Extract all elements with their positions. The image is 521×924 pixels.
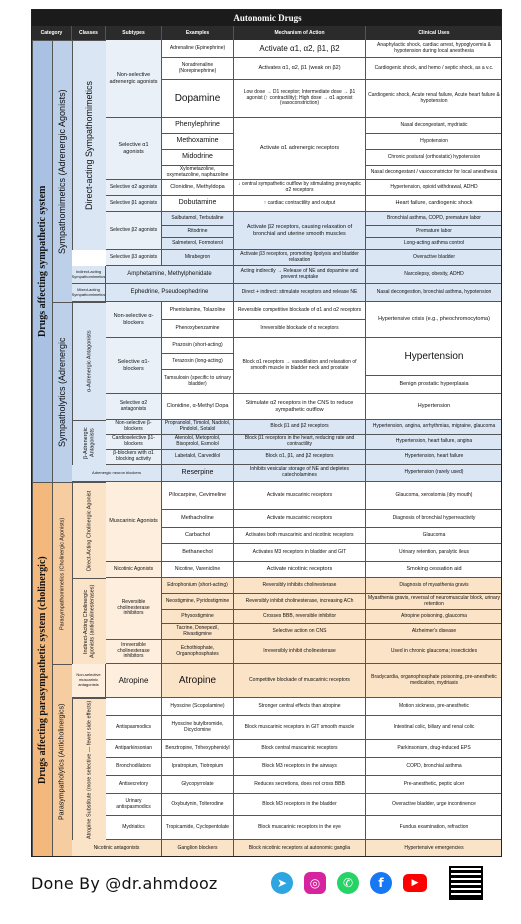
example-glycopyrrolate: Glycopyrrolate bbox=[162, 776, 234, 794]
example-noradrenaline: Noradrenaline (Norepinephrine) bbox=[162, 58, 234, 80]
youtube-icon[interactable]: ▶ bbox=[403, 874, 427, 892]
class-alpha-antagonists: α-Adrenergic Antagonists bbox=[72, 302, 106, 420]
subtype-mixed-acting: Mixed-acting Sympathomimetics bbox=[72, 284, 106, 302]
example-hyoscine-butylbromide: Hyoscine butylbromide, Dicyclomine bbox=[162, 716, 234, 740]
facebook-icon[interactable]: f bbox=[370, 872, 392, 894]
example-reserpine: Reserpine bbox=[162, 465, 234, 482]
moa-nicotine: Activate nicotinic receptors bbox=[234, 562, 366, 578]
example-salmeterol: Salmeterol, Formoterol bbox=[162, 238, 234, 250]
use-methoxamine: Hypotension bbox=[366, 134, 502, 150]
class-parasympathomimetics: Parasympathomimetics (Cholinergic Agonists) bbox=[52, 482, 72, 664]
example-phentolamine: Phentolamine, Tolazoline bbox=[162, 302, 234, 320]
use-noradrenaline: Cardiogenic shock, and hemo / septic shock, as a v.c. bbox=[366, 58, 502, 80]
moa-neostigmine: Reversibly inhibit cholinesterase, increasing ACh bbox=[234, 594, 366, 610]
subtype-nonselective-antimuscarinic: Non-selective muscarinic antagonists bbox=[72, 664, 106, 698]
use-methacholine: Diagnosis of bronchial hyperreactivity bbox=[366, 510, 502, 528]
use-dopamine: Cardiogenic shock, Acute renal failure, Acute heart failure & hypotension bbox=[366, 80, 502, 118]
use-antispasmodics: Intestinal colic, biliary and renal colic bbox=[366, 716, 502, 740]
class-direct-acting: Direct-acting Sympathomimetics bbox=[72, 40, 106, 250]
subtype-nicotinic-agonists: Nicotinic Agonists bbox=[106, 562, 162, 578]
subtype-selective-alpha1-blockers: Selective α1-blockers bbox=[106, 338, 162, 394]
subtype-hyoscine bbox=[106, 698, 162, 716]
example-nicotine: Nicotine, Varenicline bbox=[162, 562, 234, 578]
moa-physostigmine: Crosses BBB, reversible inhibitor bbox=[234, 610, 366, 624]
class-sympathomimetics: Sympathomimetics (Adrenergic Agonists) bbox=[52, 40, 72, 302]
use-labetalol: Hypertension, heart failure bbox=[366, 450, 502, 465]
moa-alpha1-blockers: Block α1 receptors → vasodilation and relaxation of smooth muscle in bladder neck and prostate bbox=[234, 338, 366, 394]
example-xylometazoline: Xylometazoline, oxymetazoline, naphazoline bbox=[162, 166, 234, 180]
use-adrenaline: Anaphylactic shock, cardiac arrest, hypoglycemia & hypotension during local anesthesia bbox=[366, 40, 502, 58]
use-ritodrine: Premature labor bbox=[366, 226, 502, 238]
use-edrophonium: Diagnosis of myasthenia gravis bbox=[366, 578, 502, 594]
use-bph: Benign prostatic hyperplasia bbox=[366, 376, 502, 394]
moa-edrophonium: Reversibly inhibits cholinesterase bbox=[234, 578, 366, 594]
example-physostigmine: Physostigmine bbox=[162, 610, 234, 624]
use-hypertension: Hypertension bbox=[366, 338, 502, 376]
example-dopamine: Dopamine bbox=[162, 80, 234, 118]
subtype-selective-alpha1: Selective α1 agonists bbox=[106, 118, 162, 180]
example-neostigmine: Neostigmine, Pyridostigmine bbox=[162, 594, 234, 610]
moa-ganglion-blockers: Block nicotinic receptors at autonomic ganglia bbox=[234, 840, 366, 857]
table-title: Autonomic Drugs bbox=[32, 10, 502, 26]
use-clonidine: Hypertension, opioid withdrawal, ADHD bbox=[366, 180, 502, 196]
instagram-icon[interactable]: ◎ bbox=[304, 872, 326, 894]
use-dobutamine: Heart failure, cardiogenic shock bbox=[366, 196, 502, 212]
example-atenolol: Atenolol, Metoprolol, Bisoprolol, Esmolol bbox=[162, 435, 234, 450]
example-ganglion-blockers: Ganglion blockers bbox=[162, 840, 234, 857]
subtype-mydriatics: Mydriatics bbox=[106, 816, 162, 840]
example-tropicamide: Tropicamide, Cyclopentolate bbox=[162, 816, 234, 840]
use-ganglion-blockers: Hypertensive emergencies bbox=[366, 840, 502, 857]
header-subtypes: Subtypes bbox=[106, 26, 162, 40]
use-echothiophate: Used in chronic glaucoma; insecticides bbox=[366, 640, 502, 664]
use-salbutamol: Bronchial asthma, COPD, premature labor bbox=[366, 212, 502, 226]
drug-table bbox=[31, 9, 502, 857]
use-mydriatics: Fundus examination, refraction bbox=[366, 816, 502, 840]
example-atropine-label: Atropine bbox=[106, 664, 162, 698]
header-moa: Mechanism of Action bbox=[234, 26, 366, 40]
subtype-irreversible-che: Irreversible cholinesterase inhibitors bbox=[106, 640, 162, 664]
moa-mixed: Direct + indirect: stimulate receptors and release NE bbox=[234, 284, 366, 302]
example-labetalol: Labetalol, Carvedilol bbox=[162, 450, 234, 465]
example-terazosin: Terazosin (long-acting) bbox=[162, 354, 234, 370]
header-examples: Examples bbox=[162, 26, 234, 40]
example-methacholine: Methacholine bbox=[162, 510, 234, 528]
moa-bethanechol: Activates M3 receptors in bladder and GIT bbox=[234, 544, 366, 562]
example-ritodrine: Ritodrine bbox=[162, 226, 234, 238]
use-amphetamine: Narcolepsy, obesity, ADHD bbox=[366, 266, 502, 284]
subtype-nonselective-alpha-blockers: Non-selective α-blockers bbox=[106, 302, 162, 338]
example-alpha-methyldopa: Clonidine, α-Methyl Dopa bbox=[162, 394, 234, 420]
class-sympatholytics: Sympatholytics (Adrenergic bbox=[52, 302, 72, 482]
moa-bronchodilators: Block M3 receptors in the airways bbox=[234, 758, 366, 776]
example-clonidine: Clonidine, Methyldopa bbox=[162, 180, 234, 196]
use-bronchodilators: COPD, bronchial asthma bbox=[366, 758, 502, 776]
example-tamsulosin: Tamsulosin (specific to urinary bladder) bbox=[162, 370, 234, 394]
moa-adrenaline: Activate α1, α2, β1, β2 bbox=[234, 40, 366, 58]
moa-beta1: ↑ cardiac contractility and output bbox=[234, 196, 366, 212]
moa-labetalol: Block α1, β1, and β2 receptors bbox=[234, 450, 366, 465]
moa-beta2: Activate β2 receptors, causing relaxation of bronchial and uterine smooth muscles bbox=[234, 212, 366, 250]
example-oxybutynin: Oxybutynin, Tolterodine bbox=[162, 794, 234, 816]
example-edrophonium: Edrophonium (short-acting) bbox=[162, 578, 234, 594]
moa-nonselective-beta: Block β1 and β2 receptors bbox=[234, 420, 366, 435]
subtype-selective-alpha2: Selective α2 agonists bbox=[106, 180, 162, 196]
moa-phentolamine: Reversible competitive blockade of α1 and α2 receptors bbox=[234, 302, 366, 320]
use-pilocarpine: Glaucoma, xerostomia (dry mouth) bbox=[366, 482, 502, 510]
header-category: Category bbox=[32, 26, 72, 40]
moa-phenoxybenzamine: Irreversible blockade of α receptors bbox=[234, 320, 366, 338]
moa-methacholine: Activate muscarinic receptors bbox=[234, 510, 366, 528]
subtype-indirect-acting: Indirect-acting Sympathomimetics bbox=[72, 266, 106, 284]
example-methoxamine: Methoxamine bbox=[162, 134, 234, 150]
moa-antispasmodics: Block muscarinic receptors in GIT smooth muscle bbox=[234, 716, 366, 740]
example-benztropine: Benztropine, Trihexyphenidyl bbox=[162, 740, 234, 758]
use-nicotine: Smoking cessation aid bbox=[366, 562, 502, 578]
subtype-adrenergic-neuron-blockers: Adrenergic neuron blockers bbox=[72, 465, 162, 482]
category-sympathetic: Drugs affecting sympathetic system bbox=[32, 40, 52, 482]
use-carbachol: Glaucoma bbox=[366, 528, 502, 544]
example-phenylephrine: Phenylephrine bbox=[162, 118, 234, 134]
telegram-icon[interactable]: ➤ bbox=[271, 872, 293, 894]
use-physostigmine: Atropine poisoning, glaucoma bbox=[366, 610, 502, 624]
example-dobutamine: Dobutamine bbox=[162, 196, 234, 212]
moa-dopamine: Low dose → D1 receptor; Intermediate dose → β1 agonist (↑ contractility); High dose → α1 agonist (vasoconstriction) bbox=[234, 80, 366, 118]
moa-reserpine: Inhibits vesicular storage of NE and depletes catecholamines bbox=[234, 465, 366, 482]
example-donepezil: Tacrine, Donepezil, Rivastigmine bbox=[162, 624, 234, 640]
moa-cardioselective: Block β1 receptors in the heart, reducing rate and contractility bbox=[234, 435, 366, 450]
example-atropine: Atropine bbox=[162, 664, 234, 698]
use-ephedrine: Nasal decongestion, bronchial asthma, hypotension bbox=[366, 284, 502, 302]
example-bethanechol: Bethanechol bbox=[162, 544, 234, 562]
moa-urinary: Block M3 receptors in the bladder bbox=[234, 794, 366, 816]
use-reserpine: Hypertension (rarely used) bbox=[366, 465, 502, 482]
subtype-beta-alpha1: β-blockers with α1 blocking activity bbox=[106, 450, 162, 465]
header-classes: Classes bbox=[72, 26, 106, 40]
moa-beta3: Activate β3 receptors, promoting lipolysis and bladder relaxation bbox=[234, 250, 366, 266]
example-salbutamol: Salbutamol, Terbutaline bbox=[162, 212, 234, 226]
use-hypertensive-crisis: Hypertensive crisis (e.g., pheochromocytoma) bbox=[366, 302, 502, 338]
moa-noradrenaline: Activates α1, α2, β1 (weak on β2) bbox=[234, 58, 366, 80]
moa-mydriatics: Block muscarinic receptors in the eye bbox=[234, 816, 366, 840]
use-donepezil: Alzheimer's disease bbox=[366, 624, 502, 640]
moa-carbachol: Activates both muscarinic and nicotinic receptors bbox=[234, 528, 366, 544]
moa-alpha1: Activate α1 adrenergic receptors bbox=[234, 118, 366, 180]
class-indirect-cholinergic: Indirect-Acting Cholinergic Agonists (anticholinesterases) bbox=[72, 578, 106, 664]
example-phenoxybenzamine: Phenoxybenzamine bbox=[162, 320, 234, 338]
moa-alpha2-central: Stimulate α2 receptors in the CNS to reduce sympathetic outflow bbox=[234, 394, 366, 420]
qr-code bbox=[449, 866, 483, 900]
footer bbox=[31, 866, 502, 916]
use-atropine: Bradycardia, organophosphate poisoning, pre-anesthetic medication, mydriasis bbox=[366, 664, 502, 698]
use-phenylephrine: Nasal decongestant, mydriatic bbox=[366, 118, 502, 134]
whatsapp-icon[interactable]: ✆ bbox=[337, 872, 359, 894]
use-antisecretory: Pre-anesthetic, peptic ulcer bbox=[366, 776, 502, 794]
use-mirabegron: Overactive bladder bbox=[366, 250, 502, 266]
moa-indirect: Acting indirectly → Release of NE and dopamine and prevent reuptake bbox=[234, 266, 366, 284]
moa-echothiophate: Irreversibly inhibit cholinesterase bbox=[234, 640, 366, 664]
use-urinary: Overactive bladder, urge incontinence bbox=[366, 794, 502, 816]
header-uses: Clinical Uses bbox=[366, 26, 502, 40]
use-alpha2-hypertension: Hypertension bbox=[366, 394, 502, 420]
example-carbachol: Carbachol bbox=[162, 528, 234, 544]
moa-hyoscine: Stronger central effects than atropine bbox=[234, 698, 366, 716]
moa-antisecretory: Reduces secretions, does not cross BBB bbox=[234, 776, 366, 794]
subtype-selective-beta3: Selective β3 agonists bbox=[106, 250, 162, 266]
use-neostigmine: Myasthenia gravis, reversal of neuromuscular block, urinary retention bbox=[366, 594, 502, 610]
example-amphetamine: Amphetamine, Methylphenidate bbox=[106, 266, 234, 284]
subtype-alpha2: Selective α2 antagonists bbox=[106, 394, 162, 420]
class-direct-cholinergic: Direct-Acting Cholinergic Agonist bbox=[72, 482, 106, 578]
moa-alpha2: ↓ central sympathetic outflow by stimulating presynaptic α2 receptors bbox=[234, 180, 366, 196]
use-hyoscine: Motion sickness, pre-anesthetic bbox=[366, 698, 502, 716]
moa-pilocarpine: Activate muscarinic receptors bbox=[234, 482, 366, 510]
class-atropine-substitute: Atropine Substitute (more selective — fewer side effects) bbox=[72, 698, 106, 840]
subtype-nicotinic-antagonists: Nicotinic antagonists bbox=[72, 840, 162, 857]
subtype-antisecretory: Antisecretory bbox=[106, 776, 162, 794]
subtype-nonselective-beta-blockers: Non-selective β-blockers bbox=[106, 420, 162, 435]
moa-donepezil: Selective action on CNS bbox=[234, 624, 366, 640]
example-prazosin: Prazosin (short-acting) bbox=[162, 338, 234, 354]
example-echothiophate: Echothiophate, Organophosphates bbox=[162, 640, 234, 664]
example-adrenaline: Adrenaline (Epinephrine) bbox=[162, 40, 234, 58]
use-antiparkinsonian: Parkinsonism, drug-induced EPS bbox=[366, 740, 502, 758]
subtype-antiparkinsonian: Antiparkinsonian bbox=[106, 740, 162, 758]
example-ipratropium: Ipratropium, Tiotropium bbox=[162, 758, 234, 776]
subtype-reversible-che: Reversible cholinesterase inhibitors bbox=[106, 578, 162, 640]
subtype-urinary-antispasmodics: Urinary antispasmodics bbox=[106, 794, 162, 816]
use-salmeterol: Long-acting asthma control bbox=[366, 238, 502, 250]
example-hyoscine: Hyoscine (Scopolamine) bbox=[162, 698, 234, 716]
moa-antiparkinsonian: Block central muscarinic receptors bbox=[234, 740, 366, 758]
credit-text: Done By @dr.ahmdooz bbox=[31, 874, 218, 893]
example-mirabegron: Mirabegron bbox=[162, 250, 234, 266]
moa-atropine: Competitive blockade of muscarinic receptors bbox=[234, 664, 366, 698]
use-midodrine: Chronic postural (orthostatic) hypotension bbox=[366, 150, 502, 166]
example-propranolol: Propranolol, Timolol, Nadolol, Pindolol, Sotalol bbox=[162, 420, 234, 435]
class-parasympatholytics: Parasympatholytics (Anticholinergics) bbox=[52, 664, 72, 857]
use-xylometazoline: Nasal decongestant / vasoconstrictor for local anesthesia bbox=[366, 166, 502, 180]
subtype-cardioselective: Cardioselective β1-blockers bbox=[106, 435, 162, 450]
use-propranolol: Hypertension, angina, arrhythmias, migraine, glaucoma bbox=[366, 420, 502, 435]
example-midodrine: Midodrine bbox=[162, 150, 234, 166]
class-beta-antagonists: β-Adrenergic Antagonists bbox=[72, 420, 106, 465]
category-parasympathetic: Drugs affecting parasympathetic system (cholinergic) bbox=[32, 482, 52, 857]
use-atenolol: Hypertension, heart failure, angina bbox=[366, 435, 502, 450]
subtype-selective-beta1: Selective β1 agonists bbox=[106, 196, 162, 212]
example-ephedrine: Ephedrine, Pseudoephedrine bbox=[106, 284, 234, 302]
subtype-muscarinic-agonists: Muscarinic Agonists bbox=[106, 482, 162, 562]
subtype-antispasmodics: Antispasmodics bbox=[106, 716, 162, 740]
subtype-bronchodilators: Bronchodilators bbox=[106, 758, 162, 776]
example-pilocarpine: Pilocarpine, Cevimeline bbox=[162, 482, 234, 510]
use-bethanechol: Urinary retention, paralytic ileus bbox=[366, 544, 502, 562]
subtype-nonselective-agonists: Non-selective adrenergic agonists bbox=[106, 40, 162, 118]
subtype-selective-beta2: Selective β2 agonists bbox=[106, 212, 162, 250]
